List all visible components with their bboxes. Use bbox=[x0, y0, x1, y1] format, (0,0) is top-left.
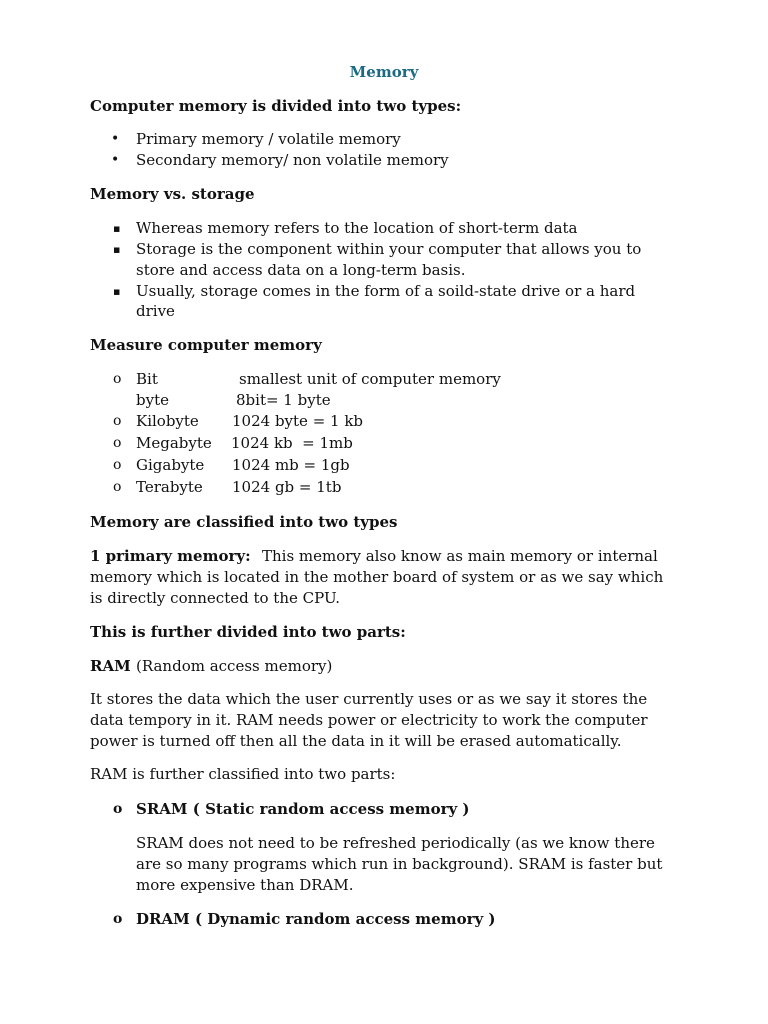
circle-bullet-icon: o bbox=[113, 413, 122, 429]
unit-description: 8bit= 1 byte bbox=[236, 391, 331, 409]
unit-description: 1024 kb = 1mb bbox=[231, 434, 353, 452]
paragraph-line: SRAM does not need to be refreshed periodically (as we know there bbox=[136, 834, 655, 852]
sram-heading: SRAM ( Static random access memory ) bbox=[136, 800, 470, 818]
paragraph-line: This memory also know as main memory or internal bbox=[262, 547, 658, 565]
page-title: Memory bbox=[349, 63, 419, 81]
unit-name: Bit bbox=[136, 370, 158, 388]
list-item: Whereas memory refers to the location of short-term data bbox=[136, 219, 578, 237]
square-bullet-icon: ▪ bbox=[113, 285, 121, 298]
paragraph-line: It stores the data which the user currently uses or as we say it stores the bbox=[90, 690, 648, 708]
list-item-continuation: store and access data on a long-term basis. bbox=[136, 261, 466, 279]
ram-full-name: (Random access memory) bbox=[136, 657, 333, 675]
circle-bullet-icon: o bbox=[113, 457, 122, 473]
unit-name: Gigabyte bbox=[136, 456, 205, 474]
list-item: Storage is the component within your computer that allows you to bbox=[136, 240, 642, 258]
dram-heading: DRAM ( Dynamic random access memory ) bbox=[136, 910, 496, 928]
list-item: Secondary memory/ non volatile memory bbox=[136, 151, 449, 169]
unit-name: Terabyte bbox=[136, 478, 203, 496]
unit-name: Kilobyte bbox=[136, 412, 199, 430]
further-divided-heading: This is further divided into two parts: bbox=[90, 623, 406, 641]
list-item: Primary memory / volatile memory bbox=[136, 130, 401, 148]
section-heading-types: Computer memory is divided into two types: bbox=[90, 97, 462, 115]
ram-classified-text: RAM is further classified into two parts: bbox=[90, 765, 396, 783]
bullet-icon: • bbox=[111, 152, 120, 168]
circle-bullet-icon: o bbox=[113, 479, 122, 495]
circle-bullet-icon: o bbox=[113, 435, 122, 451]
unit-description: 1024 mb = 1gb bbox=[232, 456, 350, 474]
primary-memory-label: 1 primary memory: bbox=[90, 547, 251, 565]
square-bullet-icon: ▪ bbox=[113, 243, 121, 256]
unit-name: byte bbox=[136, 391, 169, 409]
circle-bullet-icon: o bbox=[113, 911, 123, 927]
paragraph-line: memory which is located in the mother board of system or as we say which bbox=[90, 568, 664, 586]
unit-description: 1024 gb = 1tb bbox=[232, 478, 342, 496]
list-item-continuation: drive bbox=[136, 302, 175, 320]
square-bullet-icon: ▪ bbox=[113, 222, 121, 235]
list-item: Usually, storage comes in the form of a soild-state drive or a hard bbox=[136, 282, 636, 300]
paragraph-line: power is turned off then all the data in it will be erased automatically. bbox=[90, 732, 622, 750]
section-heading-memory-vs-storage: Memory vs. storage bbox=[90, 185, 255, 203]
unit-description: smallest unit of computer memory bbox=[239, 370, 501, 388]
paragraph-line: more expensive than DRAM. bbox=[136, 876, 354, 894]
section-heading-classified: Memory are classified into two types bbox=[90, 513, 398, 531]
section-heading-measure: Measure computer memory bbox=[90, 336, 322, 354]
paragraph-line: data tempory in it. RAM needs power or electricity to work the computer bbox=[90, 711, 648, 729]
paragraph-line: is directly connected to the CPU. bbox=[90, 589, 340, 607]
bullet-icon: • bbox=[111, 131, 120, 147]
circle-bullet-icon: o bbox=[113, 801, 123, 817]
circle-bullet-icon: o bbox=[113, 371, 122, 387]
paragraph-line: are so many programs which run in background). SRAM is faster but bbox=[136, 855, 663, 873]
unit-description: 1024 byte = 1 kb bbox=[232, 412, 364, 430]
unit-name: Megabyte bbox=[136, 434, 212, 452]
ram-label: RAM bbox=[90, 657, 131, 675]
